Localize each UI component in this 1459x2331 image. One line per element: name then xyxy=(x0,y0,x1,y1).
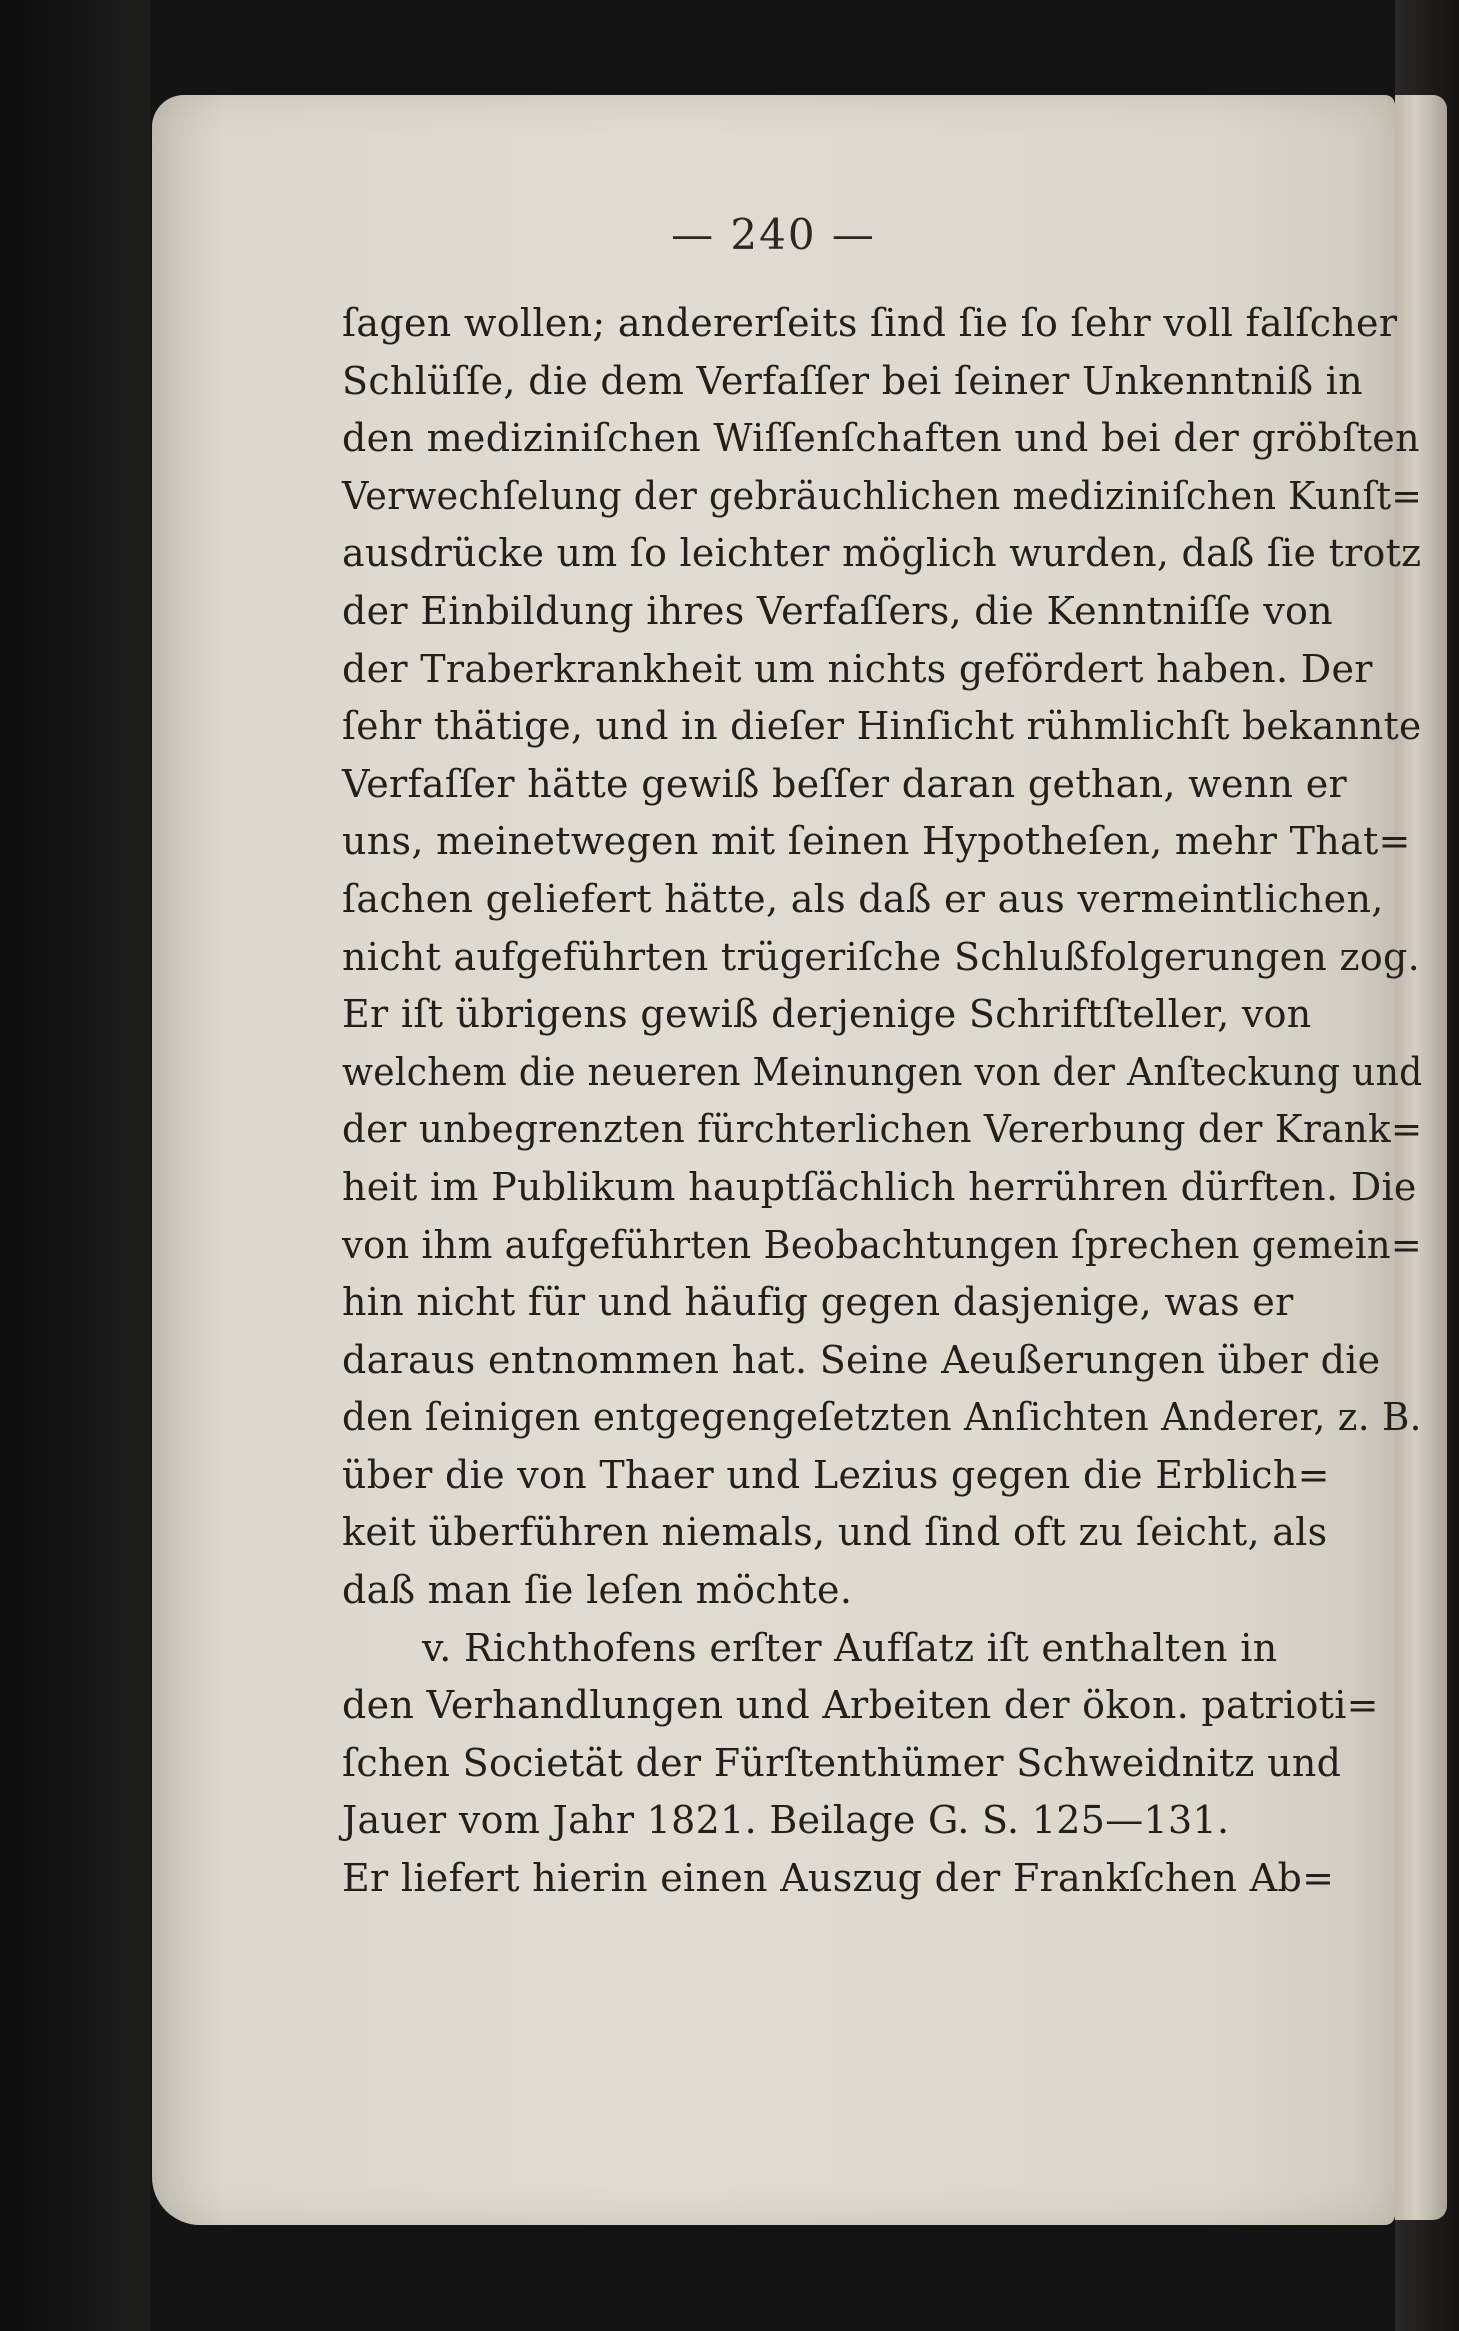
text-line: über die von Thaer und Lezius gegen die Erblich= xyxy=(342,1452,1330,1497)
text-line: Verfaſſer hätte gewiß beſſer daran gethan, wenn er xyxy=(342,761,1347,806)
text-line: der Traberkrankheit um nichts gefördert haben. Der xyxy=(342,646,1373,691)
text-line: nicht aufgeführten trügeriſche Schlußfolgerungen zog. xyxy=(342,934,1421,979)
text-line: daraus entnommen hat. Seine Aeußerungen über die xyxy=(342,1337,1381,1382)
text-line: Er iſt übrigens gewiß derjenige Schriftſteller, von xyxy=(342,992,1312,1037)
text-line: den mediziniſchen Wiſſenſchaften und bei der gröbſten xyxy=(342,416,1420,461)
text-line: ſehr thätige, und in dieſer Hinſicht rühmlichſt bekannte xyxy=(342,704,1422,749)
text-line: der unbegrenzten fürchterlichen Vererbung der Krank= xyxy=(342,1107,1423,1152)
page-number: — 240 — xyxy=(671,210,876,259)
page-body-text xyxy=(342,295,1422,1908)
paragraph-first-line: v. Richthofens erſter Aufſatz iſt enthalten in xyxy=(422,1625,1278,1670)
text-line: ſchen Societät der Fürſtenthümer Schweidnitz und xyxy=(342,1740,1342,1785)
text-line: ſagen wollen; andererſeits ſind ſie ſo ſehr voll falſcher xyxy=(342,301,1398,345)
text-line: Verwechſelung der gebräuchlichen mediziniſchen Kunſt= xyxy=(342,473,1423,518)
book-page xyxy=(152,95,1423,2225)
text-line: Jauer vom Jahr 1821. Beilage G. S. 125—131. xyxy=(342,1798,1230,1843)
text-line: daß man ſie leſen möchte. xyxy=(342,1568,853,1613)
text-line: hin nicht für und häufig gegen dasjenige, was er xyxy=(342,1280,1294,1325)
text-line: uns, meinetwegen mit ſeinen Hypotheſen, mehr That= xyxy=(342,819,1411,864)
text-line: Er liefert hierin einen Auszug der Frankſchen Ab= xyxy=(342,1856,1335,1901)
text-line: ausdrücke um ſo leichter möglich wurden, daß ſie trotz xyxy=(342,531,1422,576)
text-line: den ſeinigen entgegengeſetzten Anſichten Anderer, z. B. xyxy=(342,1395,1422,1440)
dark-background-left xyxy=(0,0,150,2331)
text-line: von ihm aufgeführten Beobachtungen ſprechen gemein= xyxy=(342,1222,1422,1267)
text-line: heit im Publikum hauptſächlich herrühren dürften. Die xyxy=(342,1164,1417,1209)
text-line: Schlüſſe, die dem Verfaſſer bei ſeiner Unkenntniß in xyxy=(342,358,1363,403)
text-line: keit überführen niemals, und ſind oft zu ſeicht, als xyxy=(342,1510,1328,1555)
text-line: ſachen geliefert hätte, als daß er aus vermeintlichen, xyxy=(342,876,1384,921)
text-line: der Einbildung ihres Verfaſſers, die Kenntniſſe von xyxy=(342,588,1333,633)
text-line: den Verhandlungen und Arbeiten der ökon. patrioti= xyxy=(342,1683,1379,1728)
text-line: welchem die neueren Meinungen von der Anſteckung und xyxy=(342,1049,1423,1094)
